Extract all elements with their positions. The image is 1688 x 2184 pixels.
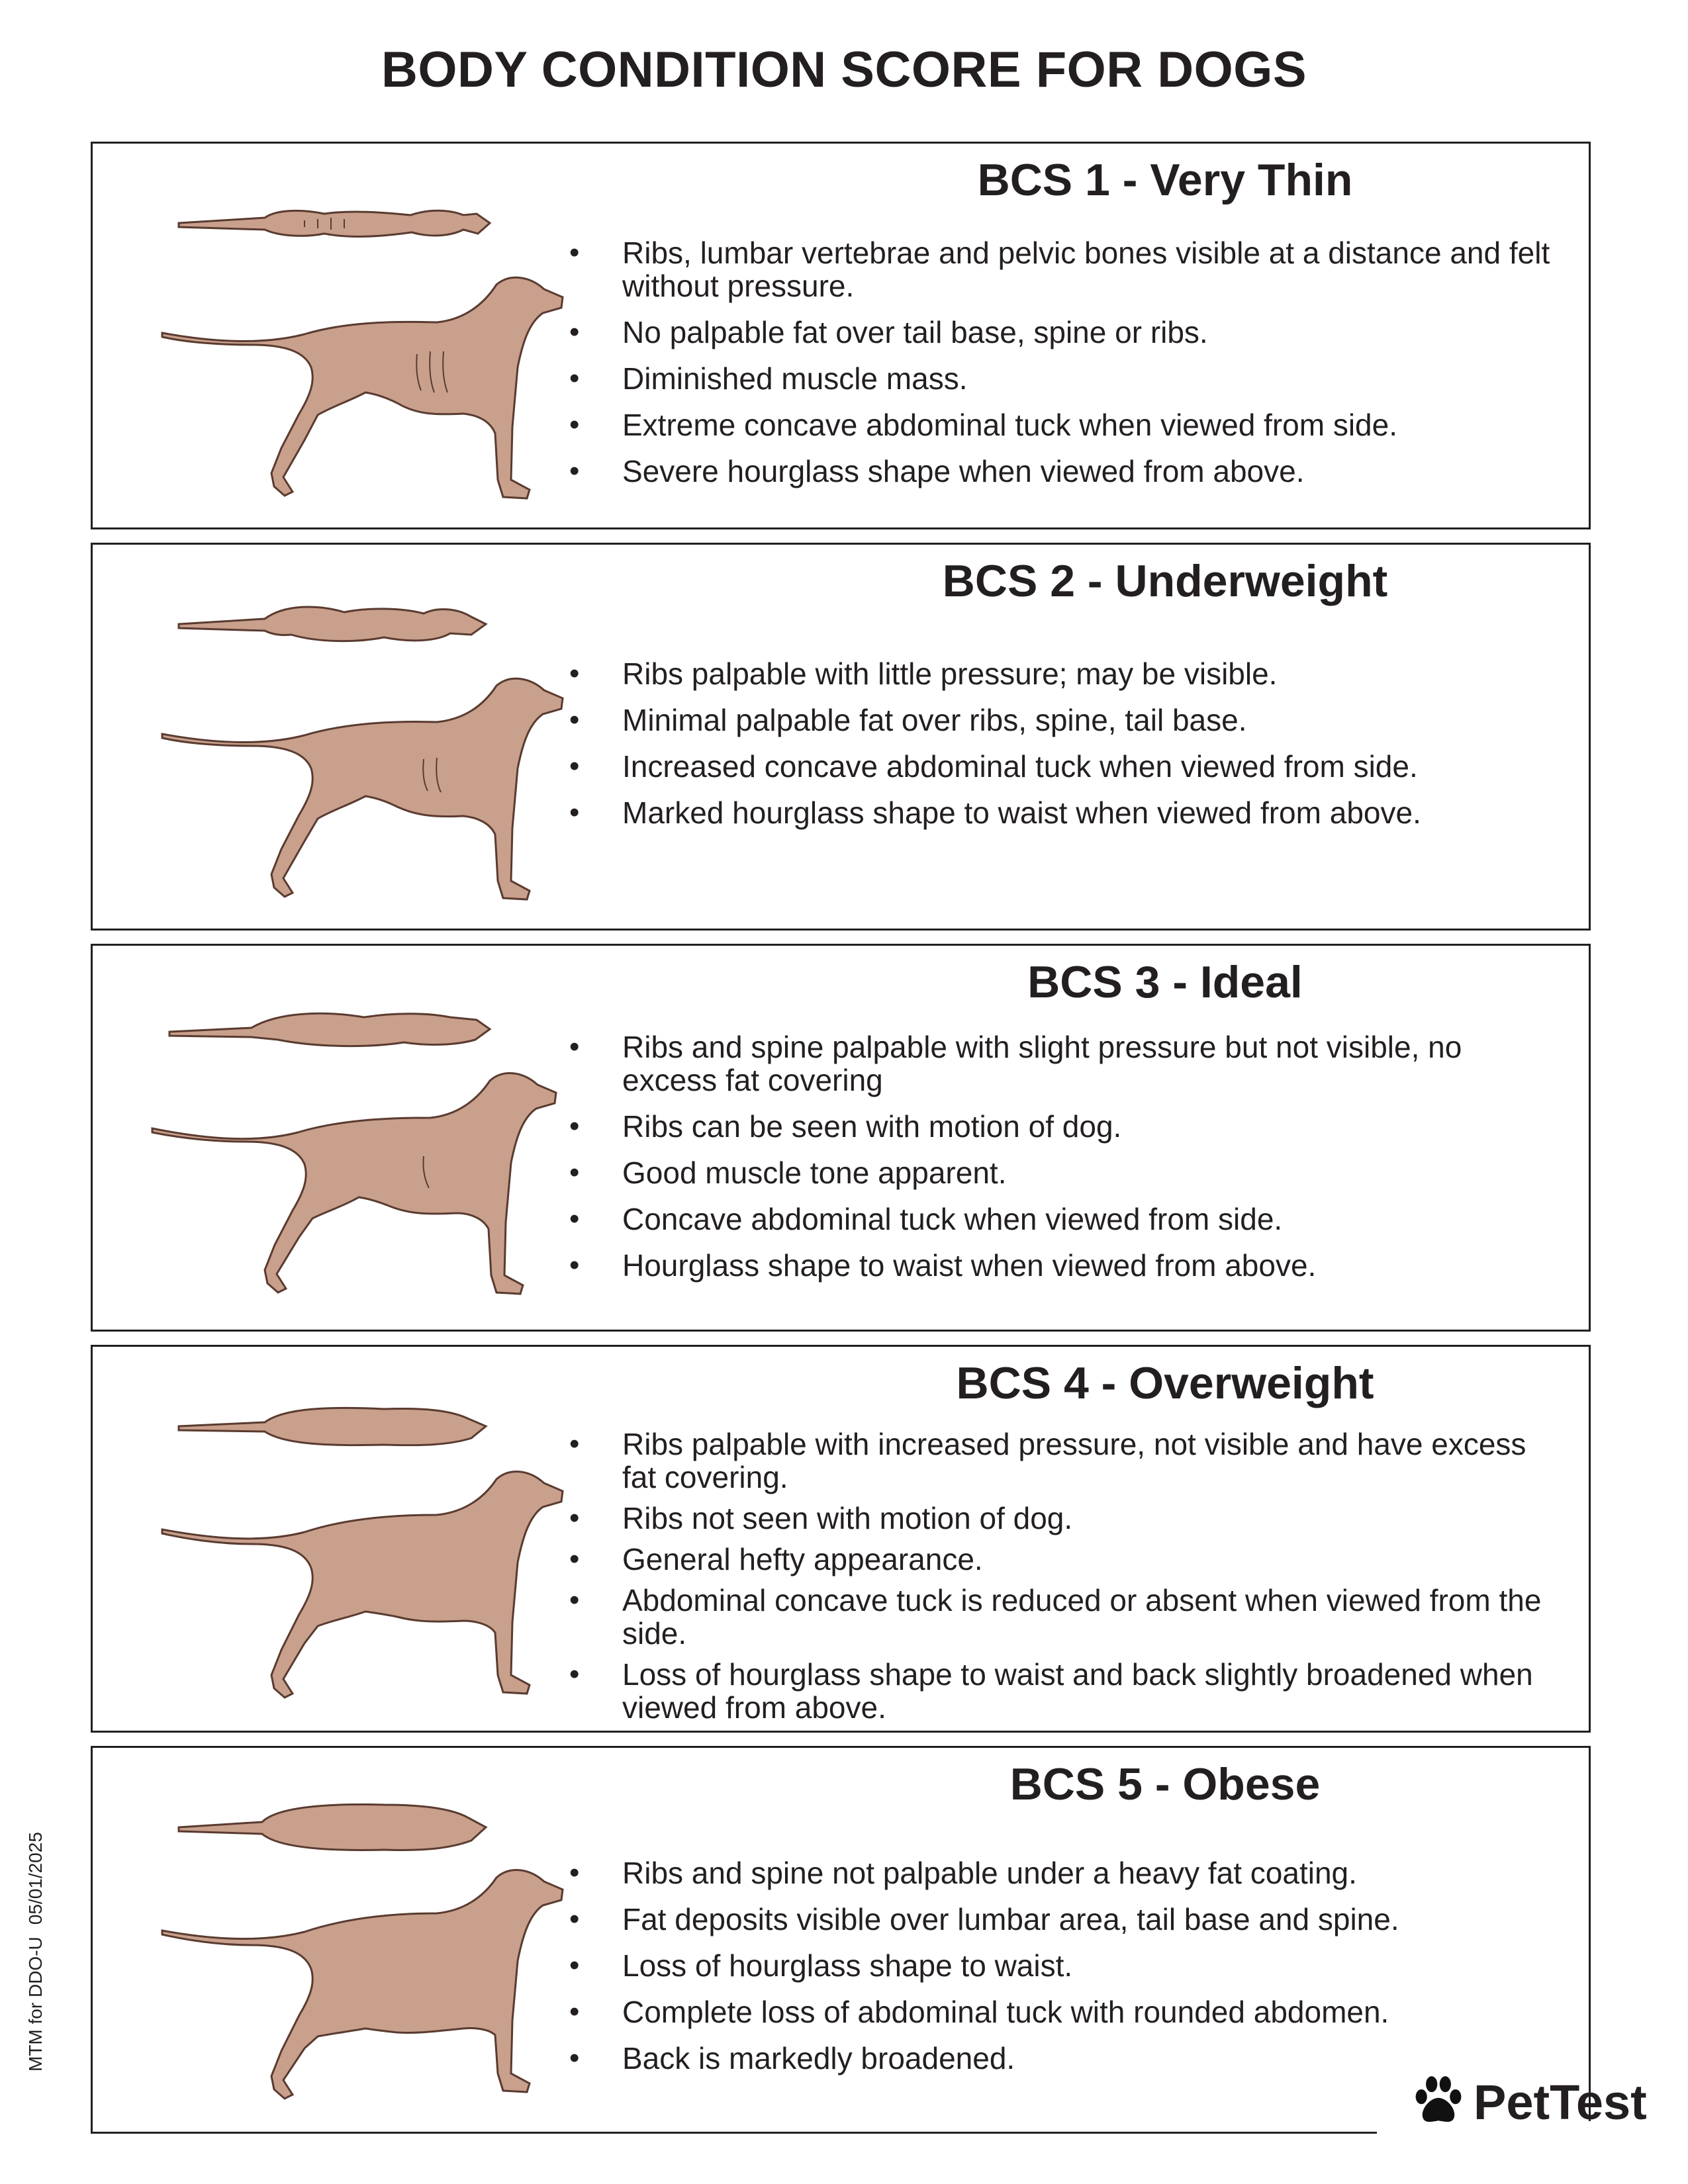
document-code-text: MTM for DDO-U	[25, 1936, 46, 2071]
criteria-list	[569, 657, 1562, 829]
criteria-item: • Ribs can be seen with motion of dog.	[569, 1110, 1562, 1143]
panel-heading: BCS 4 - Overweight	[956, 1358, 1374, 1408]
criteria-item: • Complete loss of abdominal tuck with rounded abdomen.	[569, 1995, 1562, 2028]
panel-heading: BCS 3 - Ideal	[1027, 957, 1303, 1007]
criteria-item: • Hourglass shape to waist when viewed from above.	[569, 1249, 1562, 1282]
bcs-panel-1	[91, 142, 1591, 529]
criteria-item: • Abdominal concave tuck is reduced or absent when viewed from the side.	[569, 1584, 1562, 1650]
criteria-item: • Loss of hourglass shape to waist and back slightly broadened when viewed from above.	[569, 1658, 1562, 1724]
criteria-item: • Back is markedly broadened.	[569, 2042, 1562, 2075]
page-title: BODY CONDITION SCORE FOR DOGS	[381, 42, 1307, 98]
criteria-item: • Ribs palpable with increased pressure, not visible and have excess fat covering.	[569, 1428, 1562, 1494]
criteria-item: • Fat deposits visible over lumbar area, tail base and spine.	[569, 1903, 1562, 1936]
panel-heading: BCS 1 - Very Thin	[977, 155, 1353, 205]
criteria-item: • Ribs palpable with little pressure; may be visible.	[569, 657, 1562, 690]
dog-illustration-underweight	[106, 550, 583, 927]
paw-print-icon	[1410, 2073, 1467, 2130]
criteria-item: • Severe hourglass shape when viewed from above.	[569, 455, 1562, 488]
dog-illustration-overweight	[106, 1352, 583, 1729]
criteria-list	[569, 1856, 1562, 2075]
criteria-item: • No palpable fat over tail base, spine or ribs.	[569, 316, 1562, 349]
criteria-item: • Minimal palpable fat over ribs, spine, tail base.	[569, 704, 1562, 737]
bcs-panel-4	[91, 1345, 1591, 1733]
document-code	[25, 1832, 46, 2071]
criteria-item: • Extreme concave abdominal tuck when viewed from side.	[569, 408, 1562, 441]
bcs-panel-3	[91, 944, 1591, 1332]
criteria-item: • Loss of hourglass shape to waist.	[569, 1949, 1562, 1982]
document-date: 05/01/2025	[25, 1832, 46, 1925]
criteria-list	[569, 1030, 1562, 1282]
panel-heading: BCS 5 - Obese	[1009, 1759, 1321, 1809]
criteria-list	[569, 236, 1562, 488]
bcs-panel-2	[91, 543, 1591, 931]
bcs-panel-5	[91, 1746, 1591, 2134]
panel-heading: BCS 2 - Underweight	[942, 556, 1388, 606]
criteria-item: • Ribs and spine palpable with slight pressure but not visible, no excess fat covering	[569, 1030, 1562, 1097]
brand-logo	[1410, 2071, 1675, 2131]
dog-illustration-very-thin	[106, 149, 583, 526]
criteria-list	[569, 1428, 1562, 1724]
dog-illustration-ideal	[106, 951, 583, 1328]
dog-illustration-obese	[106, 1753, 583, 2130]
criteria-item: • Marked hourglass shape to waist when viewed from above.	[569, 796, 1562, 829]
criteria-item: • Increased concave abdominal tuck when viewed from side.	[569, 750, 1562, 783]
criteria-item: • Ribs and spine not palpable under a heavy fat coating.	[569, 1856, 1562, 1889]
brand-name: PetTest	[1474, 2075, 1647, 2130]
criteria-item: • Good muscle tone apparent.	[569, 1156, 1562, 1189]
criteria-item: • General hefty appearance.	[569, 1543, 1562, 1576]
criteria-item: • Diminished muscle mass.	[569, 362, 1562, 395]
criteria-item: • Ribs not seen with motion of dog.	[569, 1502, 1562, 1535]
criteria-item: • Concave abdominal tuck when viewed from side.	[569, 1203, 1562, 1236]
criteria-item: • Ribs, lumbar vertebrae and pelvic bones visible at a distance and felt without pressure.	[569, 236, 1562, 302]
